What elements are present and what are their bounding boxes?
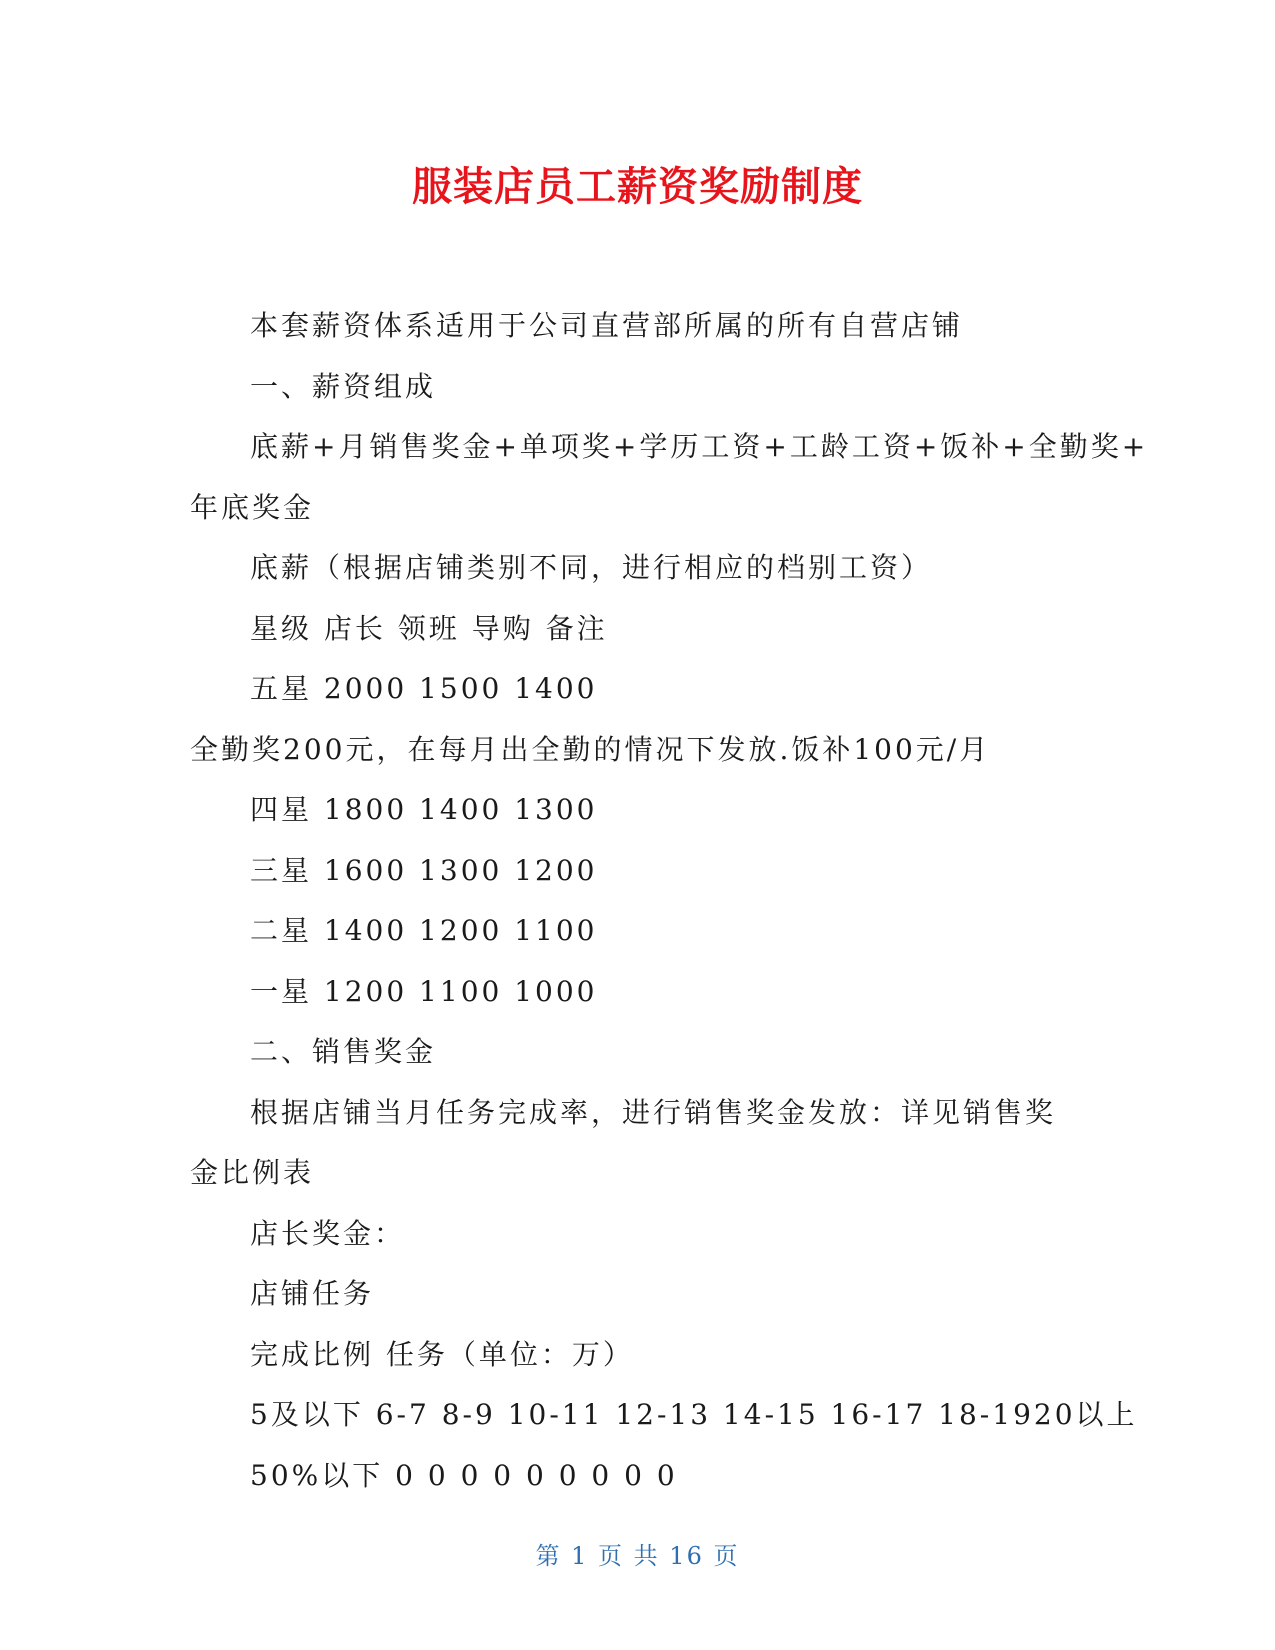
paragraph: 底薪+月销售奖金+单项奖+学历工资+工龄工资+饭补+全勤奖+ (250, 430, 1149, 463)
paragraph: 根据店铺当月任务完成率，进行销售奖金发放：详见销售奖 (250, 1095, 1057, 1129)
table-header-row: 星级 店长 领班 导购 备注 (250, 611, 608, 645)
table-row: 四星 1800 1400 1300 (250, 793, 598, 826)
document-body (190, 296, 1149, 1506)
paragraph: 店长奖金： (250, 1216, 406, 1250)
section-heading: 一、薪资组成 (250, 369, 437, 403)
paragraph: 本套薪资体系适用于公司直营部所属的所有自营店铺 (250, 309, 964, 342)
section-heading: 二、销售奖金 (250, 1035, 437, 1068)
page-footer: 第 1 页 共 16 页 (535, 1542, 740, 1570)
table-row: 一星 1200 1100 1000 (250, 974, 598, 1008)
paragraph: 店铺任务 (250, 1277, 375, 1310)
table-header-row: 完成比例 任务（单位：万） (250, 1337, 634, 1371)
table-row: 三星 1600 1300 1200 (250, 853, 598, 887)
document-title: 服装店员工薪资奖励制度 (412, 164, 863, 210)
table-header-row: 5及以下 6-7 8-9 10-11 12-13 14-15 16-17 18-1920以上 (250, 1398, 1138, 1431)
table-row: 五星 2000 1500 1400 (250, 672, 598, 705)
table-row: 二星 1400 1200 1100 (250, 914, 598, 947)
table-row: 50%以下 0 0 0 0 0 0 0 0 0 (250, 1458, 678, 1492)
paragraph-note: 全勤奖200元，在每月出全勤的情况下发放.饭补100元/月 (190, 732, 991, 766)
paragraph-continuation: 金比例表 (190, 1156, 315, 1189)
paragraph-continuation: 年底奖金 (190, 490, 315, 524)
paragraph: 底薪（根据店铺类别不同，进行相应的档别工资） (250, 551, 933, 584)
